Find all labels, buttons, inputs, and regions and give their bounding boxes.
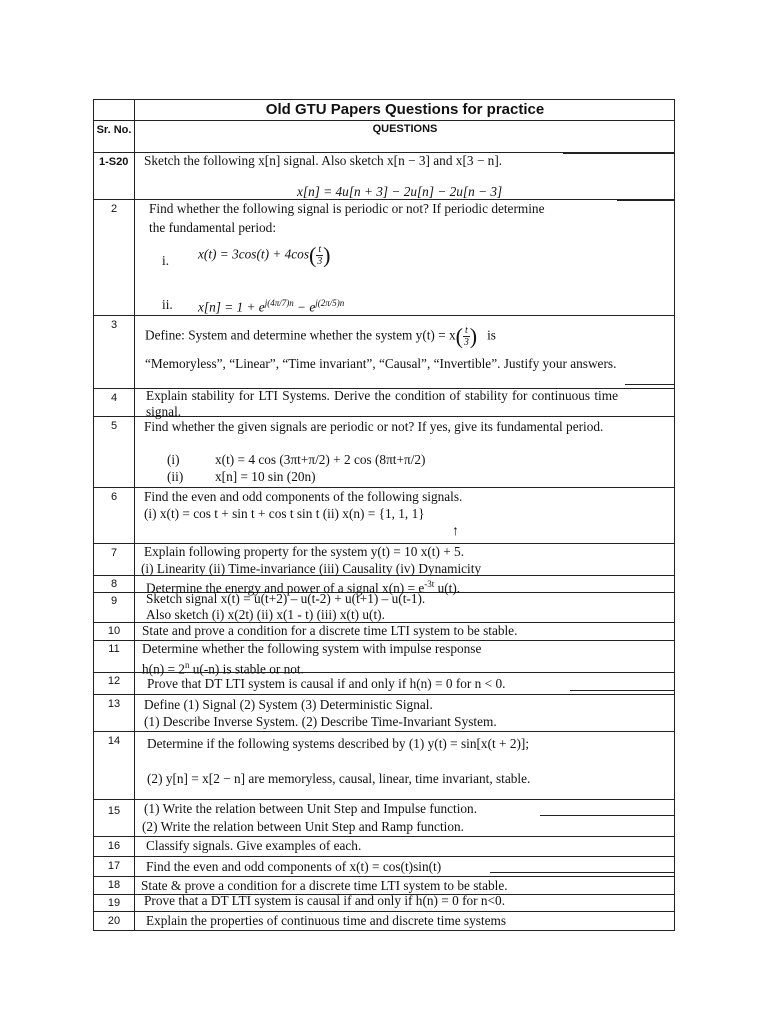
- question-text: State and prove a condition for a discrete time LTI system to be stable.: [142, 623, 518, 638]
- page-title: Old GTU Papers Questions for practice: [265, 101, 545, 118]
- row-number: 3: [110, 319, 118, 331]
- question-text-part: u(t).: [434, 580, 461, 596]
- row-number: 7: [110, 547, 118, 559]
- underline: [617, 200, 675, 201]
- questions-header: QUESTIONS: [372, 123, 438, 135]
- row-divider: [93, 876, 675, 877]
- question-text: Prove that a DT LTI system is causal if and only if h(n) = 0 for n<0.: [144, 893, 506, 908]
- row-number: 9: [110, 595, 118, 607]
- row-number: 13: [107, 698, 121, 710]
- underline: [490, 872, 675, 873]
- question-text: State & prove a condition for a discrete time LTI system to be stable.: [141, 878, 508, 893]
- question-subtext: x(t) = 4 cos (3πt+π/2) + 2 cos (8πt+π/2): [215, 452, 426, 467]
- question-text: Sketch signal x(t) = u(t+2) – u(t-2) + u(t+1) – u(t-1).: [146, 591, 426, 606]
- question-text-part: is: [487, 327, 496, 343]
- row-number: 12: [107, 675, 121, 687]
- row-number: 5: [110, 420, 118, 432]
- question-text: “Memoryless”, “Linear”, “Time invariant”, “Causal”, “Invertible”. Justify your answers.: [145, 356, 617, 371]
- row-number: 11: [108, 643, 120, 655]
- question-subtext: (1) Describe Inverse System. (2) Describe Time-Invariant System.: [144, 714, 497, 729]
- row-number: 2: [110, 203, 118, 215]
- question-text: Sketch the following x[n] signal. Also sketch x[n − 3] and x[3 − n].: [144, 153, 503, 168]
- question-text: Explain following property for the system y(t) = 10 x(t) + 5.: [144, 544, 465, 559]
- equation-part: − e: [293, 299, 316, 315]
- exponent: n: [184, 660, 190, 670]
- underline: [570, 690, 675, 691]
- row-divider: [93, 315, 675, 316]
- question-equation: [198, 295, 344, 315]
- question-subtext: x[n] = 10 sin (20n): [215, 469, 316, 484]
- equation-part: x[n] = 1 + e: [198, 299, 265, 315]
- row-divider: [93, 911, 675, 912]
- row-number: 17: [107, 860, 121, 872]
- underline: [563, 153, 675, 154]
- list-marker: (i): [167, 452, 180, 467]
- question-text-part: u(-n) is stable or not.: [189, 661, 304, 677]
- question-subtext: (i) x(t) = cos t + sin t + cos t sin t (ii) x(n) = {1, 1, 1}: [144, 506, 425, 521]
- list-marker: (ii): [167, 469, 184, 484]
- row-divider: [93, 799, 675, 800]
- sr-no-header: Sr. No.: [96, 124, 132, 136]
- question-text: Determine if the following systems described by (1) y(t) = sin[x(t + 2)];: [147, 736, 530, 751]
- question-text-part: Determine the energy and power of a signal x(n) = e: [146, 580, 425, 596]
- question-text: Explain stability for LTI Systems. Derive the condition of stability for continuous time signal.: [146, 388, 618, 419]
- question-subtext: (i) Linearity (ii) Time-invariance (iii) Causality (iv) Dynamicity: [141, 561, 482, 576]
- question-text: Find the even and odd components of the following signals.: [144, 489, 463, 504]
- question-subtext: [142, 657, 304, 677]
- column-divider: [134, 99, 135, 931]
- row-number: 1-S20: [99, 156, 129, 168]
- fraction-numerator: t: [465, 325, 468, 336]
- list-marker: i.: [162, 253, 170, 268]
- row-number: 6: [110, 491, 118, 503]
- row-number: 18: [107, 879, 121, 891]
- underline: [545, 575, 675, 576]
- row-number: 15: [107, 805, 121, 817]
- exponent: j(2π/5)n: [315, 298, 345, 308]
- question-text: Find whether the given signals are periodic or not? If yes, give its fundamental period.: [144, 419, 604, 434]
- question-text: Find whether the following signal is periodic or not? If periodic determine: [149, 201, 545, 216]
- list-marker: ii.: [162, 297, 173, 312]
- question-text: the fundamental period:: [149, 220, 277, 235]
- exponent: -3t: [424, 579, 435, 589]
- question-subtext: Also sketch (i) x(2t) (ii) x(1 - t) (iii) x(t) u(t).: [146, 607, 385, 622]
- row-number: 4: [110, 392, 118, 404]
- question-text: Classify signals. Give examples of each.: [146, 838, 362, 853]
- row-number: 10: [107, 625, 121, 637]
- underline: [520, 487, 675, 488]
- question-text: Define (1) Signal (2) System (3) Deterministic Signal.: [144, 697, 433, 712]
- row-divider: [93, 836, 675, 837]
- fraction-denominator: 3: [317, 256, 323, 267]
- question-subtext: (2) y[n] = x[2 − n] are memoryless, causal, linear, time invariant, stable.: [147, 771, 531, 786]
- row-divider: [93, 856, 675, 857]
- question-text-part: Define: System and determine whether the system y(t) = x: [145, 327, 456, 343]
- row-number: 14: [107, 735, 121, 747]
- question-text: Explain the properties of continuous time and discrete time systems: [146, 913, 507, 928]
- underline: [540, 815, 675, 816]
- question-text: Define: System and determine whether the system y(t) = x( $\frac{t}{3}$) is: [145, 323, 496, 349]
- row-divider: [93, 694, 675, 695]
- underline: [520, 543, 675, 544]
- row-number: 19: [107, 897, 121, 909]
- row-number: 16: [107, 840, 121, 852]
- underline: [625, 384, 675, 385]
- row-number: 20: [107, 915, 121, 927]
- equation-part: x(t) = 3cos(t) + 4cos: [198, 246, 309, 262]
- row-divider: [93, 120, 675, 121]
- row-divider: [93, 731, 675, 732]
- fraction-denominator: 3: [463, 337, 469, 348]
- question-equation: x(t) = 3cos(t) + 4cos( $\frac{t}{3}$): [198, 242, 331, 268]
- question-text: Determine whether the following system with impulse response: [142, 641, 482, 656]
- question-text-part: h(n) = 2: [142, 661, 185, 677]
- row-number: 8: [110, 578, 118, 590]
- question-text: Find the even and odd components of x(t) = cos(t)sin(t): [146, 859, 442, 874]
- question-text: Prove that DT LTI system is causal if and only if h(n) = 0 for n < 0.: [147, 676, 506, 691]
- question-subtext: (2) Write the relation between Unit Step and Ramp function.: [142, 819, 464, 834]
- fraction-numerator: t: [318, 244, 322, 255]
- exponent: j(4π/7)n: [264, 298, 294, 308]
- question-equation: x[n] = 4u[n + 3] − 2u[n] − 2u[n − 3]: [297, 184, 503, 199]
- up-arrow-icon: ↑: [452, 524, 459, 539]
- question-text: (1) Write the relation between Unit Step and Impulse function.: [144, 801, 478, 816]
